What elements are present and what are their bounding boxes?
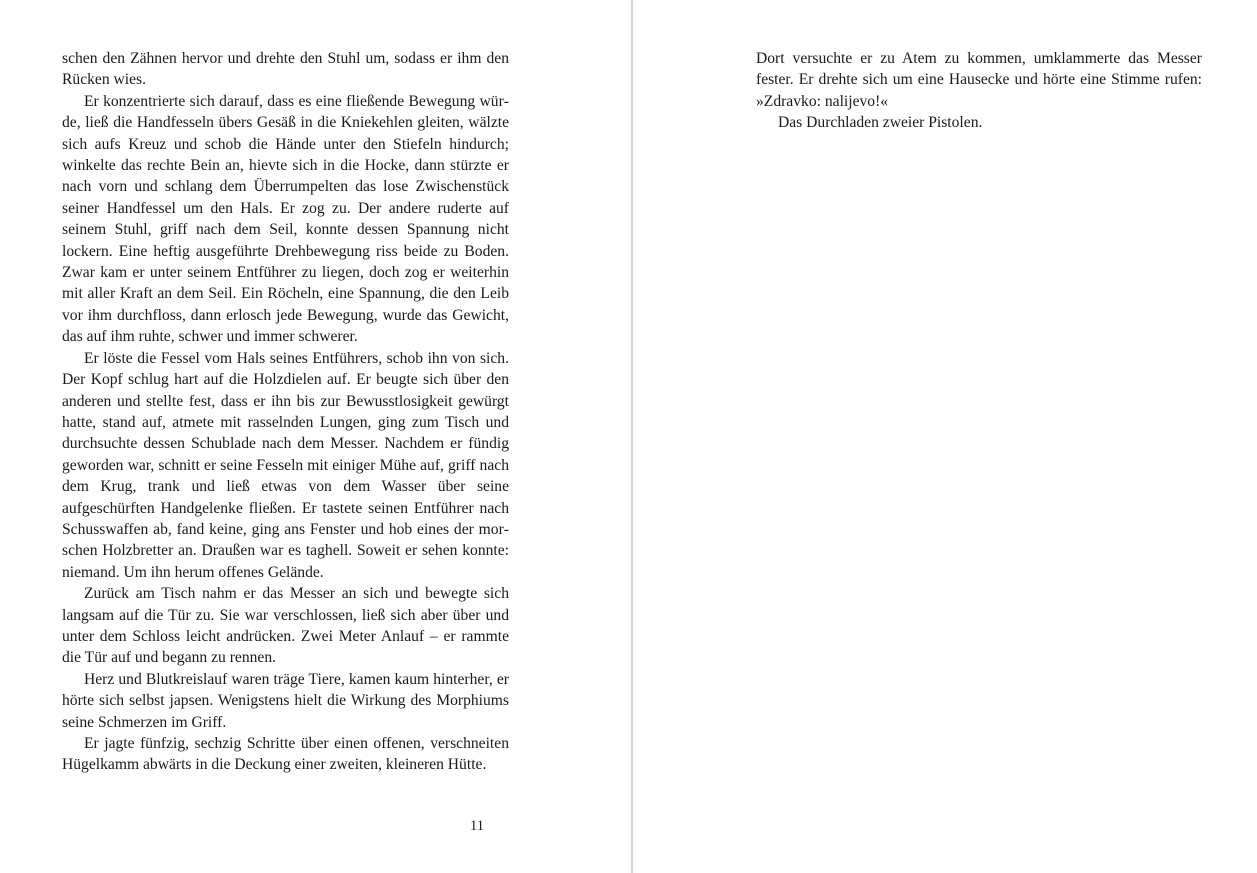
paragraph: Dort versuchte er zu Atem zu kommen, umklammerte das Messer fester. Er drehte sich um eine Hausecke und hörte eine Stimme rufen: »Zdravko: nalijevo!« bbox=[756, 50, 1202, 110]
paragraph: Er konzentrierte sich darauf, dass es eine fließende Bewegung würde, ließ die Handfesseln übers Gesäß in die Kniekehlen gleiten, wälzte sich aufs Kreuz und schob die Hände unter den Stiefeln hindurch; winkelte das rechte Bein an, hievte sich in die Hocke, dann stürzte er nach vorn und schlang dem Überrumpelten das lose Zwischenstück seiner Handfessel um den Hals. Er zog zu. Der andere ruderte auf seinem Stuhl, griff nach dem Seil, konnte dessen Spannung nicht lockern. Eine heftig ausgeführte Drehbewegung riss beide zu Boden. Zwar kam er unter seinem Entführer zu liegen, doch zog er weiterhin mit aller Kraft an dem Seil. Ein Röcheln, eine Spannung, die den Leib vor ihm durchfloss, dann erlosch jede Bewegung, wurde das Gewicht, das auf ihm ruhte, schwer und immer schwerer. bbox=[62, 92, 509, 346]
paragraph: Er jagte fünfzig, sechzig Schritte über einen offenen, verschneiten Hügelkamm abwärts in die Deckung einer zweiten, kleineren Hütte. bbox=[62, 735, 509, 774]
right-page-text bbox=[756, 48, 1202, 134]
paragraph: Er löste die Fessel vom Hals seines Entführers, schob ihn von sich. Der Kopf schlug hart auf die Holzdielen auf. Er beugte sich über den anderen und stellte fest, dass er ihn bis zur Bewusstlosigkeit gewürgt hatte, stand auf, atmete mit rasselnden Lungen, ging zum Tisch und durchsuchte dessen Schublade nach dem Messer. Nachdem er fündig geworden war, schnitt er seine Fesseln mit einiger Mühe auf, griff nach dem Krug, trank und ließ etwas von dem Wasser über seine aufgeschürften Handgelenke fließen. Er tastete seinen Entführer nach Schusswaffen ab, fand keine, ging ans Fenster und hob eines der morschen Holzbretter an. Draußen war es taghell. Soweit er sehen konnte: niemand. Um ihn herum offenes Gelände. bbox=[62, 349, 509, 581]
page-number: 11 bbox=[470, 818, 484, 834]
left-page-text bbox=[62, 48, 509, 776]
paragraph: schen den Zähnen hervor und drehte den Stuhl um, sodass er ihm den Rücken wies. bbox=[62, 50, 509, 89]
paragraph: Zurück am Tisch nahm er das Messer an sich und bewegte sich langsam auf die Tür zu. Sie war verschlossen, ließ sich aber über und unter dem Schloss leicht andrücken. Zwei Meter Anlauf – er rammte die Tür auf und begann zu rennen. bbox=[62, 585, 509, 667]
paragraph: Herz und Blutkreislauf waren träge Tiere, kamen kaum hinterher, er hörte sich selbst japsen. Wenigstens hielt die Wirkung des Morphiums seine Schmerzen im Griff. bbox=[62, 670, 509, 731]
right-page bbox=[633, 0, 1257, 873]
paragraph: Das Durchladen zweier Pistolen. bbox=[778, 114, 983, 132]
